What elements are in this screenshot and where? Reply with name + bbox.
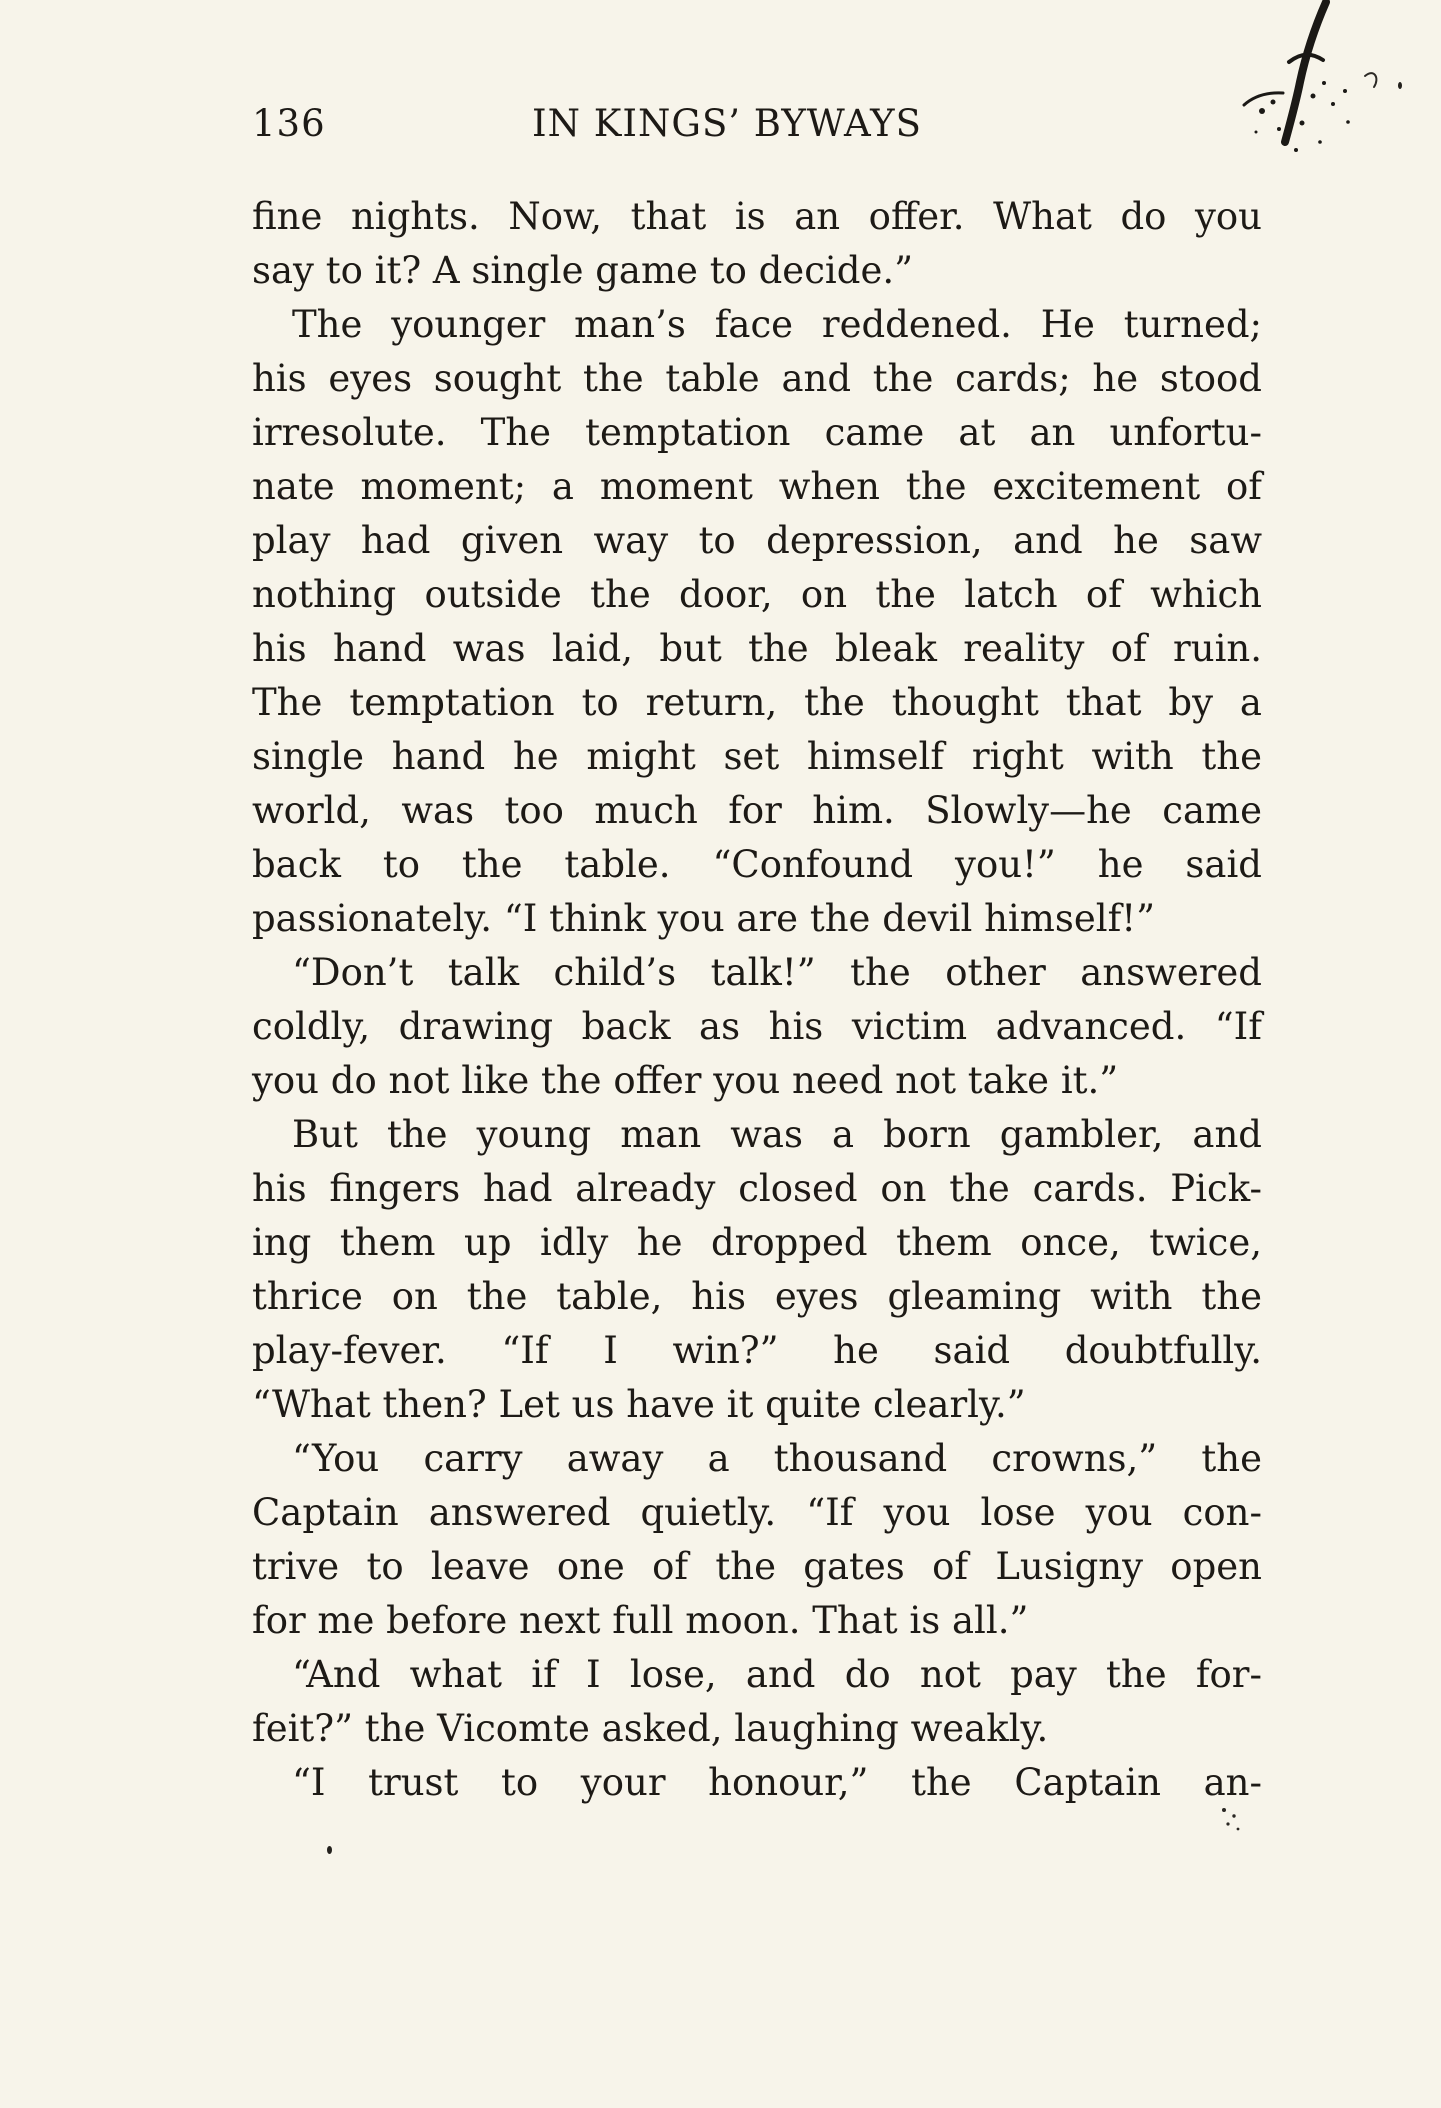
page-number: 136 [252, 102, 326, 145]
running-head [252, 102, 1252, 150]
text-line: play had given way to depression, and he saw [252, 519, 1262, 562]
text-line: single hand he might set himself right with the [252, 735, 1262, 778]
text-line: coldly, drawing back as his victim advanced. “If [252, 1005, 1262, 1048]
text-line: “And what if I lose, and do not pay the for- [292, 1653, 1262, 1696]
text-line: Captain answered quietly. “If you lose you con- [252, 1491, 1262, 1534]
text-line: “You carry away a thousand crowns,” the [292, 1437, 1262, 1480]
text-line: his hand was laid, but the bleak reality of ruin. [252, 627, 1262, 670]
text-line: world, was too much for him. Slowly—he came [252, 789, 1262, 832]
text-line: back to the table. “Confound you!” he said [252, 843, 1262, 886]
text-line: “What then? Let us have it quite clearly.” [252, 1383, 1026, 1426]
text-line: irresolute. The temptation came at an unfortu- [252, 411, 1262, 454]
ink-dot [327, 1846, 332, 1854]
text-line: feit?” the Vicomte asked, laughing weakly. [252, 1707, 1049, 1750]
text-line: his eyes sought the table and the cards; he stood [252, 357, 1262, 400]
body-text [252, 190, 1262, 1810]
ink-dot [1398, 82, 1402, 89]
text-line: But the young man was a born gambler, and [292, 1113, 1262, 1156]
text-line: The younger man’s face reddened. He turned; [292, 303, 1262, 346]
text-line: thrice on the table, his eyes gleaming with the [252, 1275, 1262, 1318]
text-line: you do not like the offer you need not take it.” [252, 1059, 1119, 1102]
text-line: trive to leave one of the gates of Lusigny open [252, 1545, 1262, 1588]
text-line: nothing outside the door, on the latch of which [252, 573, 1262, 616]
text-line: fine nights. Now, that is an offer. What do you [252, 195, 1262, 238]
text-line: nate moment; a moment when the excitement of [252, 465, 1262, 508]
text-line: for me before next full moon. That is all.” [252, 1599, 1029, 1642]
text-line: ing them up idly he dropped them once, twice, [252, 1221, 1262, 1264]
text-line: passionately. “I think you are the devil himself!” [252, 897, 1156, 940]
text-line: The temptation to return, the thought that by a [252, 681, 1262, 724]
running-title: IN KINGS’ BYWAYS [532, 102, 922, 145]
text-line: say to it? A single game to decide.” [252, 249, 914, 292]
ink-flourish-mark [1178, 0, 1408, 175]
ink-speck-cluster [1206, 1800, 1256, 1850]
text-line: “I trust to your honour,” the Captain an- [292, 1761, 1262, 1804]
text-line: his fingers had already closed on the cards. Pick- [252, 1167, 1262, 1210]
text-line: “Don’t talk child’s talk!” the other answered [292, 951, 1262, 994]
text-line: play-fever. “If I win?” he said doubtfully. [252, 1329, 1262, 1372]
